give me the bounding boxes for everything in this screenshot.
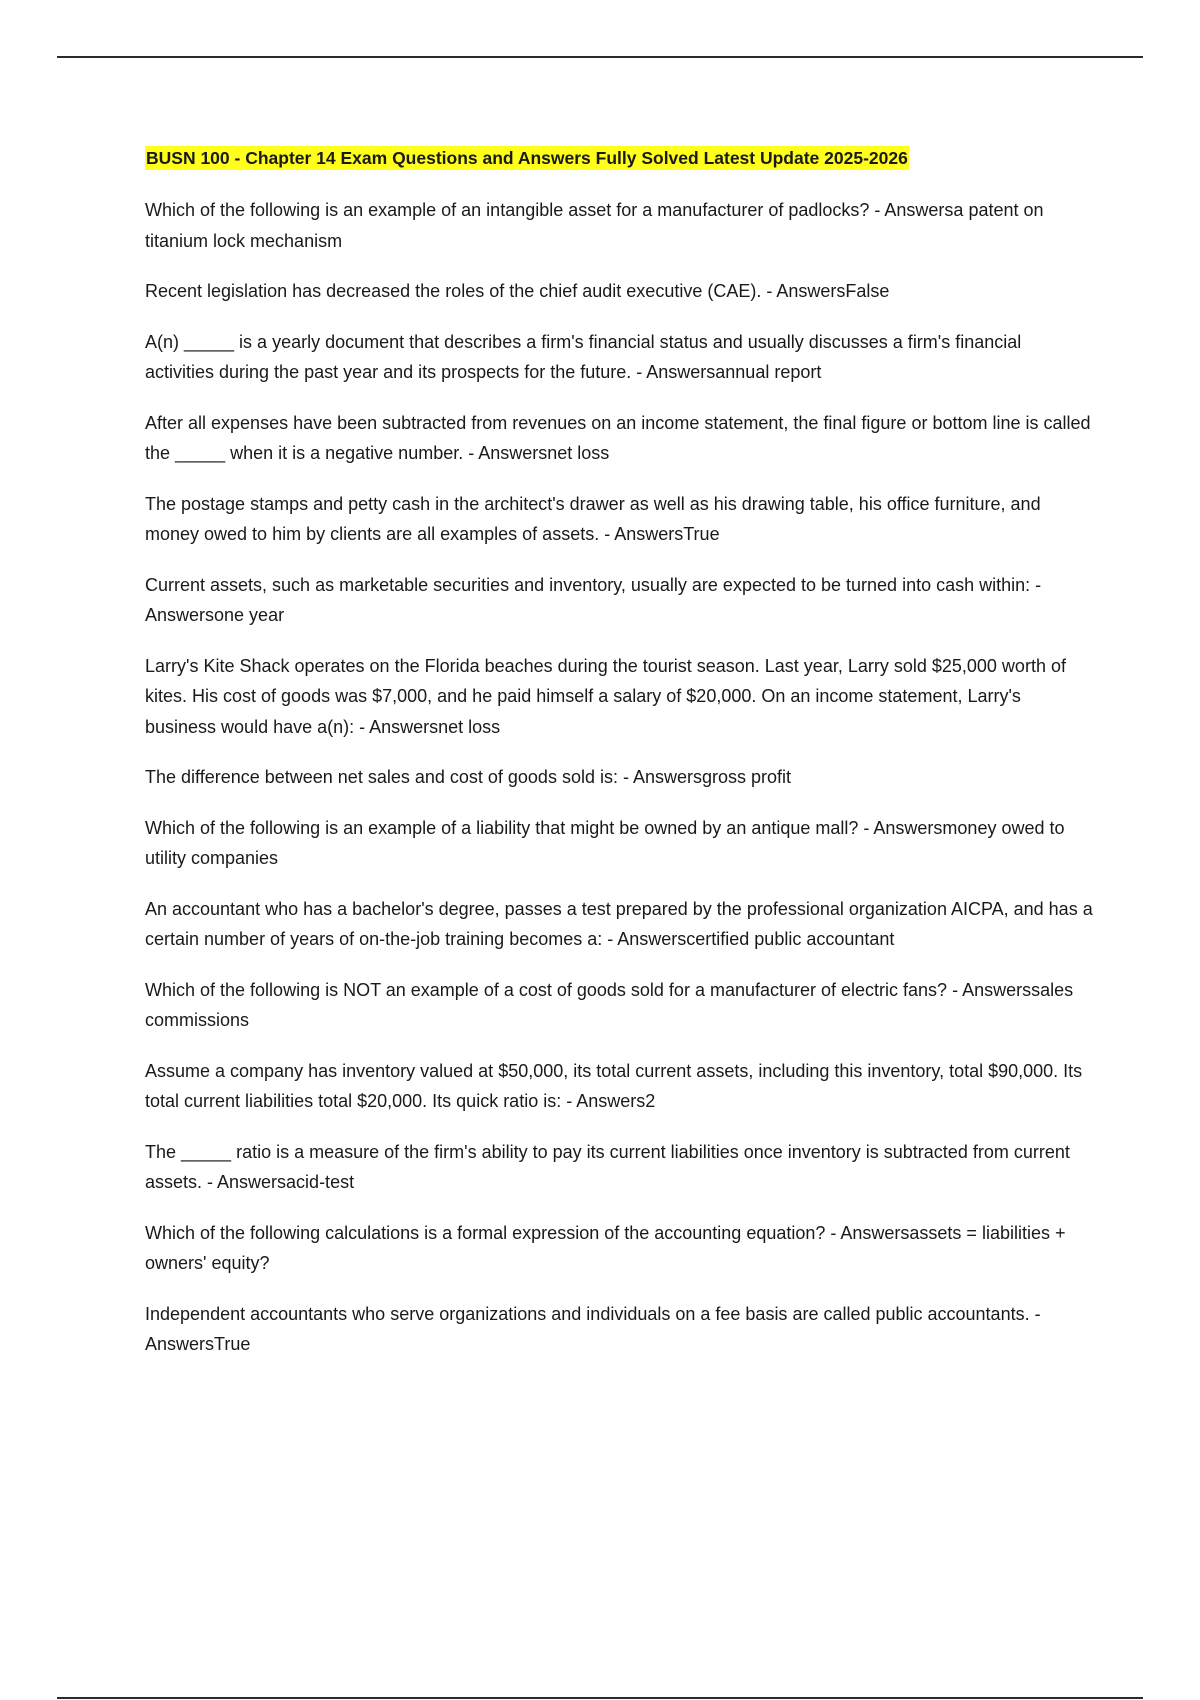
qa-item-7: Larry's Kite Shack operates on the Florida beaches during the tourist season. Last year, Larry sold $25,000 worth of kites. His cost of goods was $7,000, and he paid himself a salary of $20,000. On an income statement, Larry's business would have a(n): - Answersnet loss [145, 655, 1066, 737]
qa-item-15: Independent accountants who serve organizations and individuals on a fee basis are called public accountants. - AnswersTrue [145, 1303, 1041, 1354]
qa-item-11: Which of the following is NOT an example of a cost of goods sold for a manufacturer of electric fans? - Answerssales commissions [145, 979, 1074, 1030]
qa-item-5: The postage stamps and petty cash in the architect's drawer as well as his drawing table, his office furniture, and money owed to him by clients are all examples of assets. - AnswersTrue [145, 493, 1041, 544]
document-title [145, 143, 1095, 173]
qa-item-8: The difference between net sales and cost of goods sold is: - Answersgross profit [145, 767, 792, 787]
document-body [145, 143, 1095, 1380]
qa-item-6: Current assets, such as marketable securities and inventory, usually are expected to be turned into cash within: - Answersone year [145, 574, 1042, 625]
qa-item-9: Which of the following is an example of a liability that might be owned by an antique mall? - Answersmoney owed to utility companies [145, 817, 1065, 868]
footer-rule [57, 1697, 1143, 1699]
qa-item-13: The _____ ratio is a measure of the firm's ability to pay its current liabilities once inventory is subtracted from current assets. - Answersacid-test [145, 1141, 1070, 1192]
header-rule [57, 56, 1143, 58]
qa-item-10: An accountant who has a bachelor's degree, passes a test prepared by the professional organization AICPA, and has a certain number of years of on-the-job training becomes a: - Answerscertified public accountant [145, 898, 1093, 949]
qa-item-1: Which of the following is an example of an intangible asset for a manufacturer of padlocks? - Answersa patent on titanium lock mechanism [145, 200, 1044, 251]
qa-item-2: Recent legislation has decreased the roles of the chief audit executive (CAE). - AnswersFalse [145, 281, 890, 301]
qa-item-14: Which of the following calculations is a formal expression of the accounting equation? - Answersassets = liabilities + owners' equity? [145, 1222, 1066, 1273]
title-highlight: BUSN 100 - Chapter 14 Exam Questions and Answers Fully Solved Latest Update 2025-2026 [146, 148, 908, 168]
qa-item-4: After all expenses have been subtracted from revenues on an income statement, the final figure or bottom line is called the _____ when it is a negative number. - Answersnet loss [145, 412, 1091, 463]
qa-item-12: Assume a company has inventory valued at $50,000, its total current assets, including this inventory, total $90,000. Its total current liabilities total $20,000. Its quick ratio is: - Answers2 [145, 1060, 1083, 1111]
qa-item-3: A(n) _____ is a yearly document that describes a firm's financial status and usually discusses a firm's financial activities during the past year and its prospects for the future. - Answersannual report [145, 331, 1022, 382]
